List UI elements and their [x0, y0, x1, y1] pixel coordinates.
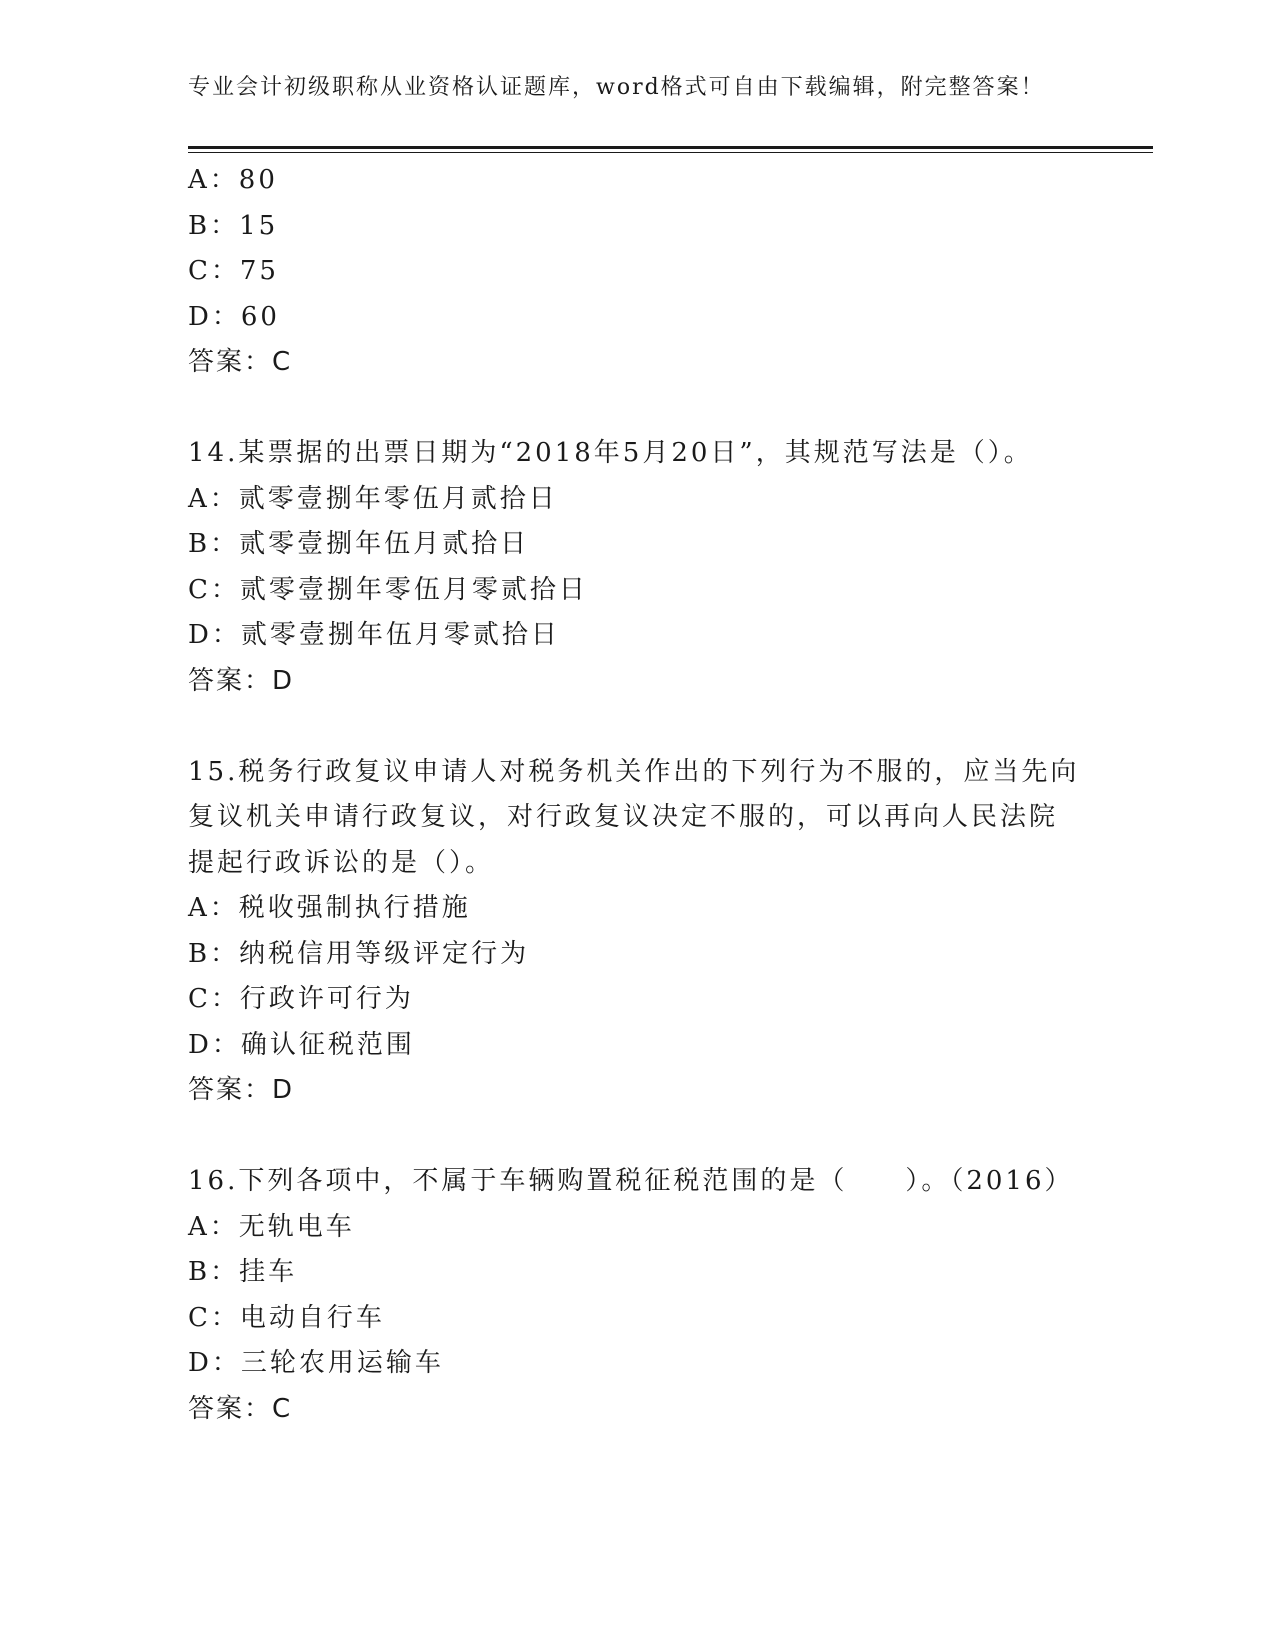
answer: 答案：D	[188, 665, 295, 696]
header-rule	[188, 146, 1153, 149]
option-a: A：贰零壹捌年零伍月贰拾日	[188, 483, 558, 514]
page-header: 专业会计初级职称从业资格认证题库，word格式可自由下载编辑，附完整答案！	[188, 75, 1045, 100]
option-b: B：挂车	[188, 1257, 298, 1287]
option-a: A：80	[188, 165, 278, 195]
question-stem-line-3: 提起行政诉讼的是（）。	[188, 847, 495, 878]
question-13	[188, 158, 1088, 386]
option-a: A：税收强制执行措施	[188, 893, 471, 923]
question-stem: 16.下列各项中，不属于车辆购置税征税范围的是（ ）。（2016）	[188, 1166, 1074, 1196]
question-16	[188, 1159, 1088, 1432]
question-stem: 14.某票据的出票日期为“2018年5月20日”，其规范写法是（）。	[188, 438, 1033, 468]
option-d: D：确认征税范围	[188, 1029, 415, 1060]
question-14	[188, 431, 1088, 704]
answer: 答案：C	[188, 347, 293, 377]
option-d: D：三轮农用运输车	[188, 1348, 444, 1378]
option-d: D：贰零壹捌年伍月零贰拾日	[188, 620, 560, 650]
option-d: D：60	[188, 301, 280, 332]
question-stem-line-1: 15.税务行政复议申请人对税务机关作出的下列行为不服的，应当先向	[188, 756, 1080, 787]
option-b: B：纳税信用等级评定行为	[188, 938, 530, 969]
option-c: C：75	[188, 256, 279, 286]
answer: 答案：C	[188, 1393, 293, 1424]
option-c: C：贰零壹捌年零伍月零贰拾日	[188, 574, 588, 605]
option-b: B：贰零壹捌年伍月贰拾日	[188, 529, 530, 559]
option-c: C：电动自行车	[188, 1302, 385, 1333]
question-list	[188, 158, 1088, 1432]
option-c: C：行政许可行为	[188, 984, 414, 1014]
question-stem-line-2: 复议机关申请行政复议，对行政复议决定不服的，可以再向人民法院	[188, 802, 1059, 832]
option-b: B：15	[188, 210, 279, 241]
header-rule-thin	[188, 152, 1153, 153]
spacer	[188, 1114, 1088, 1160]
question-15	[188, 750, 1088, 1114]
spacer	[188, 704, 1088, 750]
answer: 答案：D	[188, 1075, 295, 1105]
spacer	[188, 386, 1088, 432]
option-a: A：无轨电车	[188, 1211, 355, 1242]
